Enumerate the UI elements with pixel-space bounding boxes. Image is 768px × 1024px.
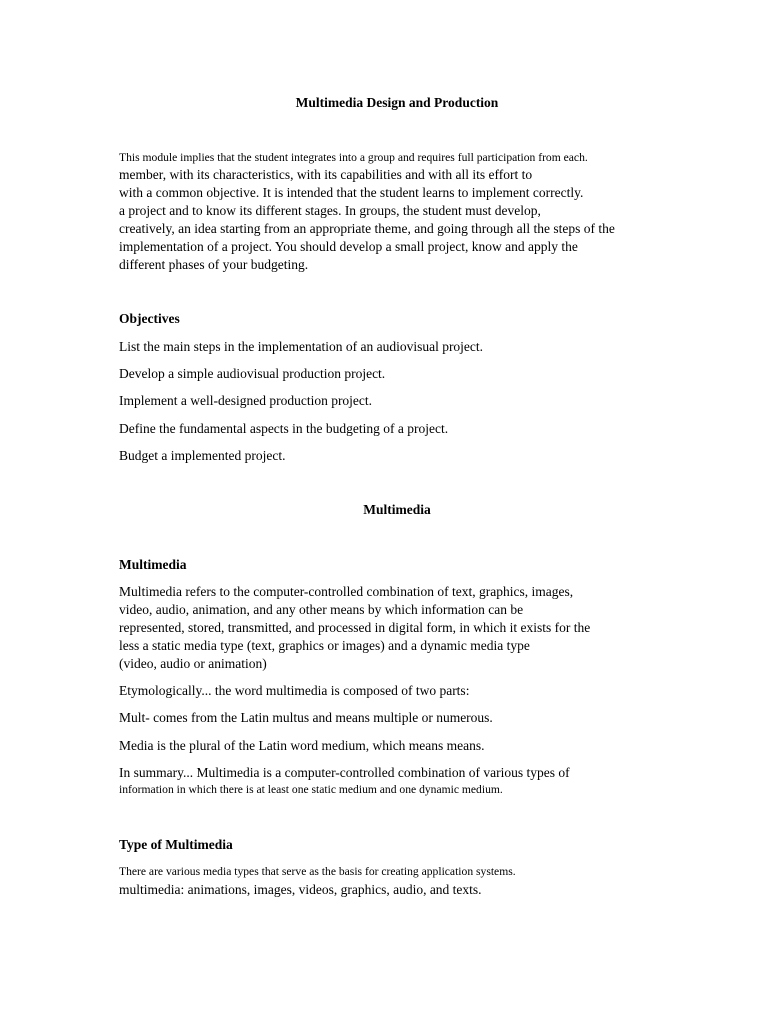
intro-line: different phases of your budgeting.	[119, 257, 309, 272]
objective-item: Budget a implemented project.	[119, 448, 286, 463]
objective-item: Implement a well-designed production project.	[119, 393, 373, 408]
definition-line: (video, audio or animation)	[119, 656, 267, 671]
types-line: multimedia: animations, images, videos, graphics, audio, and texts.	[119, 882, 482, 897]
intro-line: with a common objective. It is intended that the student learns to implement correctly.	[119, 185, 584, 200]
multimedia-heading: Multimedia	[119, 557, 187, 572]
media-line: Media is the plural of the Latin word medium, which means means.	[119, 738, 485, 753]
definition-line: Multimedia refers to the computer-controlled combination of text, graphics, images,	[119, 584, 574, 599]
objectives-heading: Objectives	[119, 311, 180, 326]
document-title: Multimedia Design and Production	[295, 95, 499, 110]
intro-line: This module implies that the student integrates into a group and requires full participation from each.	[119, 151, 588, 164]
objective-item: Define the fundamental aspects in the budgeting of a project.	[119, 421, 449, 436]
intro-line: member, with its characteristics, with its capabilities and with all its effort to	[119, 167, 533, 182]
mult-line: Mult- comes from the Latin multus and means multiple or numerous.	[119, 710, 493, 725]
types-heading: Type of Multimedia	[119, 837, 233, 852]
intro-line: implementation of a project. You should develop a small project, know and apply the	[119, 239, 578, 254]
etymology-line: Etymologically... the word multimedia is composed of two parts:	[119, 683, 470, 698]
objective-item: List the main steps in the implementation of an audiovisual project.	[119, 339, 484, 354]
objective-item: Develop a simple audiovisual production project.	[119, 366, 386, 381]
intro-line: a project and to know its different stages. In groups, the student must develop,	[119, 203, 541, 218]
summary-line: information in which there is at least one static medium and one dynamic medium.	[119, 783, 503, 796]
definition-line: less a static media type (text, graphics or images) and a dynamic media type	[119, 638, 530, 653]
definition-line: represented, stored, transmitted, and processed in digital form, in which it exists for the	[119, 620, 591, 635]
section-title: Multimedia	[363, 502, 431, 517]
intro-line: creatively, an idea starting from an appropriate theme, and going through all the steps of the	[119, 221, 615, 236]
definition-line: video, audio, animation, and any other means by which information can be	[119, 602, 524, 617]
types-line: There are various media types that serve as the basis for creating application systems.	[119, 865, 516, 878]
summary-line: In summary... Multimedia is a computer-controlled combination of various types of	[119, 765, 570, 780]
